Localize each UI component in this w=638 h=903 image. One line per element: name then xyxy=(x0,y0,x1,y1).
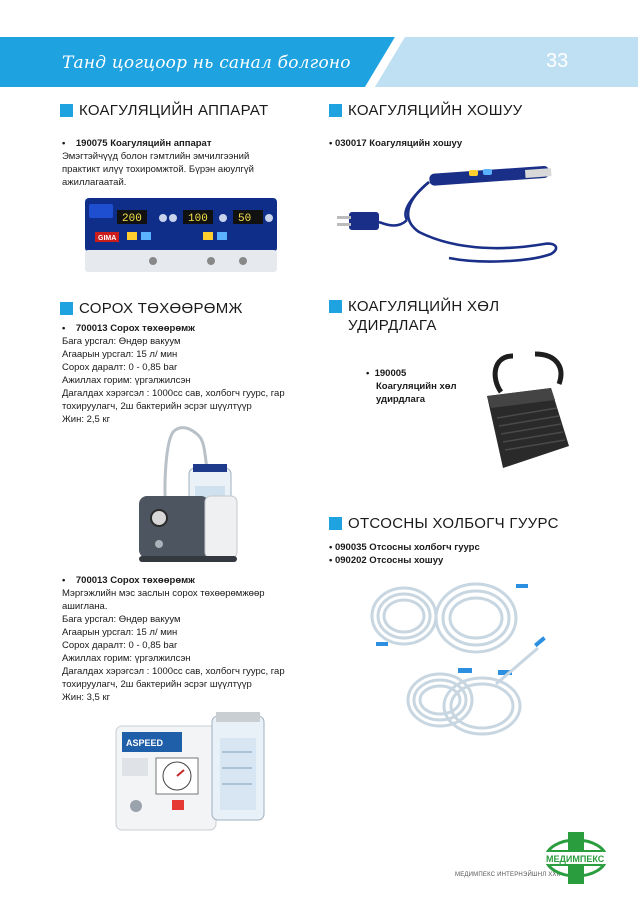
spec-line: Ажиллах горим: үргэлжилсэн xyxy=(62,375,191,386)
spec-line: Дагалдах хэрэгсэл : 1000сс сав, холбогч гуурс, гар xyxy=(62,388,285,399)
spec-line: Дагалдах хэрэгсэл : 1000сс сав, холбогч гуурс, гар xyxy=(62,666,285,677)
spec-line: Жин: 3,5 кг xyxy=(62,692,111,703)
product-bullet: • 700013 Сорох төхөөрөмж xyxy=(62,575,195,586)
display-value: 200 xyxy=(122,213,142,225)
section-title: КОАГУЛЯЦИЙН ХОШУУ xyxy=(348,102,523,119)
device-brand: GIMA xyxy=(98,235,117,242)
spec-line: ашиглана. xyxy=(62,601,108,612)
section-suction-header xyxy=(60,299,243,318)
product-bullet: • 700013 Сорох төхөөрөмж xyxy=(62,323,195,334)
product-bullet: • 190075 Коагуляцийн аппарат xyxy=(62,138,212,149)
section-title: КОАГУЛЯЦИЙН ХӨЛ УДИРДЛАГА xyxy=(348,298,500,334)
section-foot-control-header xyxy=(329,297,499,335)
spec-line: Жин: 2,5 кг xyxy=(62,414,111,425)
spec-line: тохируулагч, 2ш бактерийн эсрэг шүүлтүүр xyxy=(62,679,252,690)
coag-device-text xyxy=(62,137,302,189)
spec-line: Агаарын урсгал: 15 л/ мин xyxy=(62,627,178,638)
section-marker-icon xyxy=(329,104,342,117)
bullet-dot-icon: • xyxy=(329,138,335,149)
product-name-line: Коагуляцийн хөл xyxy=(376,381,457,392)
spec-line: Бага урсгал: Өндөр вакуум xyxy=(62,614,181,625)
spec-line: Мэргэжлийн мэс заслын сорох төхөөрөмжөөр xyxy=(62,588,265,599)
desc-line: практикт илүү тохиромжтой. Бүрэн аюулгүй xyxy=(62,164,254,175)
section-tubing-header xyxy=(329,514,559,533)
spec-line: Бага урсгал: Өндөр вакуум xyxy=(62,336,181,347)
spec-line: Агаарын урсгал: 15 л/ мин xyxy=(62,349,178,360)
coag-pen-text xyxy=(329,137,462,150)
device-brand: ASPEED xyxy=(126,738,164,748)
section-marker-icon xyxy=(60,104,73,117)
desc-line: Эмэгтэйчүүд болон гэмтлийн эмчилгээний xyxy=(62,151,250,162)
page-number: 33 xyxy=(546,50,569,72)
page-title: Танд цогцоор нь санал болгоно xyxy=(62,53,351,73)
product-name-line: удирдлага xyxy=(376,394,426,405)
logo-text: МЕДИМПЕКС xyxy=(546,854,605,864)
bullet-dot-icon: • xyxy=(62,323,76,334)
section-marker-icon xyxy=(60,302,73,315)
suction-item2-text xyxy=(62,574,312,704)
company-name: МЕДИМПЕКС ИНТЕРНЭЙШНЛ ХХК xyxy=(455,872,561,878)
bullet-dot-icon: • xyxy=(329,555,335,566)
section-title: ОТСОСНЫ ХОЛБОГЧ ГУУРС xyxy=(348,515,559,532)
foot-pedal-image xyxy=(473,348,573,476)
section-title: КОАГУЛЯЦИЙН АППАРАТ xyxy=(79,102,269,119)
product-bullet: • 090035 Отсосны холбогч гуурс xyxy=(329,542,480,553)
foot-control-text xyxy=(366,367,457,406)
display-value: 100 xyxy=(188,213,208,225)
section-coag-pen-header xyxy=(329,101,522,120)
section-coag-device-header xyxy=(60,101,269,120)
suction-device-2-image xyxy=(112,712,272,832)
coagulation-pen-image xyxy=(329,158,572,273)
bullet-dot-icon: • xyxy=(62,138,76,149)
bullet-dot-icon: • xyxy=(329,542,335,553)
suction-item1-text xyxy=(62,322,312,426)
display-value: 50 xyxy=(238,213,252,225)
spec-line: Сорох даралт: 0 - 0,85 bar xyxy=(62,640,178,651)
tubing-text xyxy=(329,541,480,567)
desc-line: ажиллагаатай. xyxy=(62,177,127,188)
product-bullet: • 190005 xyxy=(366,368,407,379)
section-marker-icon xyxy=(329,300,342,313)
suction-device-image xyxy=(125,424,240,564)
company-logo xyxy=(540,832,610,888)
section-title: СОРОХ ТӨХӨӨРӨМЖ xyxy=(79,300,243,317)
product-bullet: • 030017 Коагуляцийн хошуу xyxy=(329,138,463,149)
bullet-dot-icon: • xyxy=(62,575,76,586)
spec-line: Ажиллах горим: үргэлжилсэн xyxy=(62,653,191,664)
coagulation-device-image xyxy=(83,198,279,274)
tubing-image xyxy=(366,572,556,742)
spec-line: Сорох даралт: 0 - 0,85 bar xyxy=(62,362,178,373)
product-bullet: • 090202 Отсосны хошуу xyxy=(329,555,444,566)
section-marker-icon xyxy=(329,517,342,530)
bullet-dot-icon: • xyxy=(366,368,375,379)
spec-line: тохируулагч, 2ш бактерийн эсрэг шүүлтүүр xyxy=(62,401,252,412)
